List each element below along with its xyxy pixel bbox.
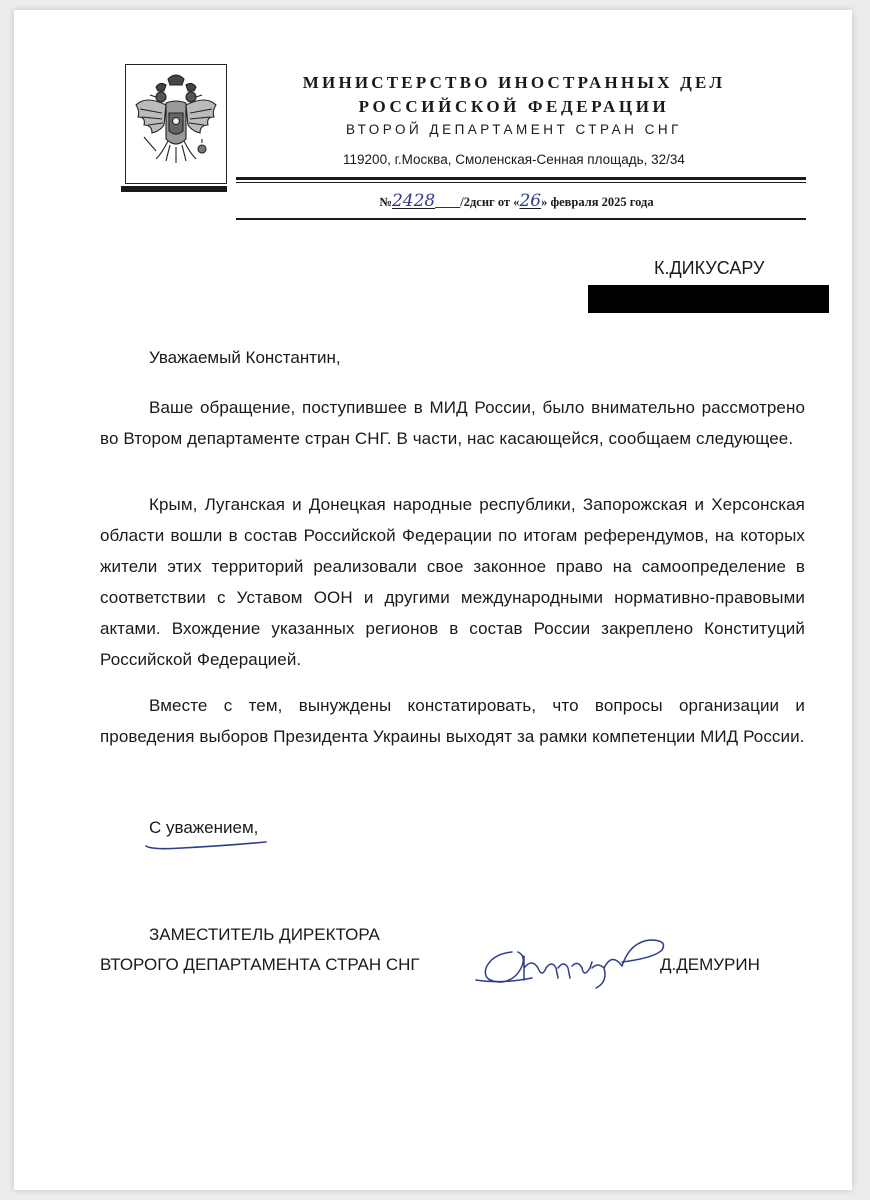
recipient-name: К.ДИКУСАРУ bbox=[654, 258, 765, 278]
body-paragraph: Ваше обращение, поступившее в МИД России, было внимательно рассмотрено во Втором департаменте стран СНГ. В части, нас касающейся, сообщаем следующее. bbox=[100, 398, 805, 448]
department-address: 119200, г.Москва, Смоленская-Сенная площадь, 32/34 bbox=[343, 152, 685, 167]
header-rule-thick bbox=[236, 177, 806, 180]
header-rule-thin bbox=[236, 182, 806, 183]
ministry-name: МИНИСТЕРСТВО ИНОСТРАННЫХ ДЕЛ bbox=[302, 73, 726, 92]
salutation: Уважаемый Константин, bbox=[149, 348, 341, 367]
registration-line bbox=[244, 191, 789, 211]
redacted-address-block bbox=[588, 285, 829, 313]
signatory-name: Д.ДЕМУРИН bbox=[660, 955, 760, 974]
signatory-title-line1: ЗАМЕСТИТЕЛЬ ДИРЕКТОРА bbox=[149, 925, 380, 944]
letter-page bbox=[14, 10, 852, 1190]
federation-name: РОССИЙСКОЙ ФЕДЕРАЦИИ bbox=[358, 97, 670, 116]
registration-date: » февраля 2025 года bbox=[541, 195, 654, 209]
number-suffix: ____/2дснг от « bbox=[435, 195, 520, 209]
registration-number: 2428 bbox=[391, 191, 436, 211]
body-paragraph: Крым, Луганская и Донецкая народные республики, Запорожская и Херсонская области вошли в состав Российской Федерации по итогам референдумов, на которых жители этих территорий реализовали свое законное право на самоопределение в соответствии с Уставом ООН и другими международными нормативно-правовыми актами. Вхождение указанных регионов в состав России закреплено Конституций Российской Федерацией. bbox=[100, 495, 805, 669]
handwritten-signature-icon bbox=[472, 922, 672, 997]
header-rule-bottom bbox=[236, 218, 806, 220]
body-paragraph: Вместе с тем, вынуждены констатировать, что вопросы организации и проведения выборов Президента Украины выходят за рамки компетенции МИД России. bbox=[100, 696, 805, 746]
russian-coat-of-arms-icon bbox=[126, 65, 226, 183]
number-prefix: № bbox=[379, 195, 392, 209]
registration-day: 26 bbox=[519, 191, 542, 211]
emblem-underline bbox=[121, 186, 227, 192]
closing-underline-stroke bbox=[142, 838, 272, 857]
emblem-frame bbox=[125, 64, 227, 184]
signatory-title-line2: ВТОРОГО ДЕПАРТАМЕНТА СТРАН СНГ bbox=[100, 955, 420, 974]
department-name: ВТОРОЙ ДЕПАРТАМЕНТ СТРАН СНГ bbox=[346, 122, 682, 137]
closing-phrase: С уважением, bbox=[149, 818, 259, 837]
